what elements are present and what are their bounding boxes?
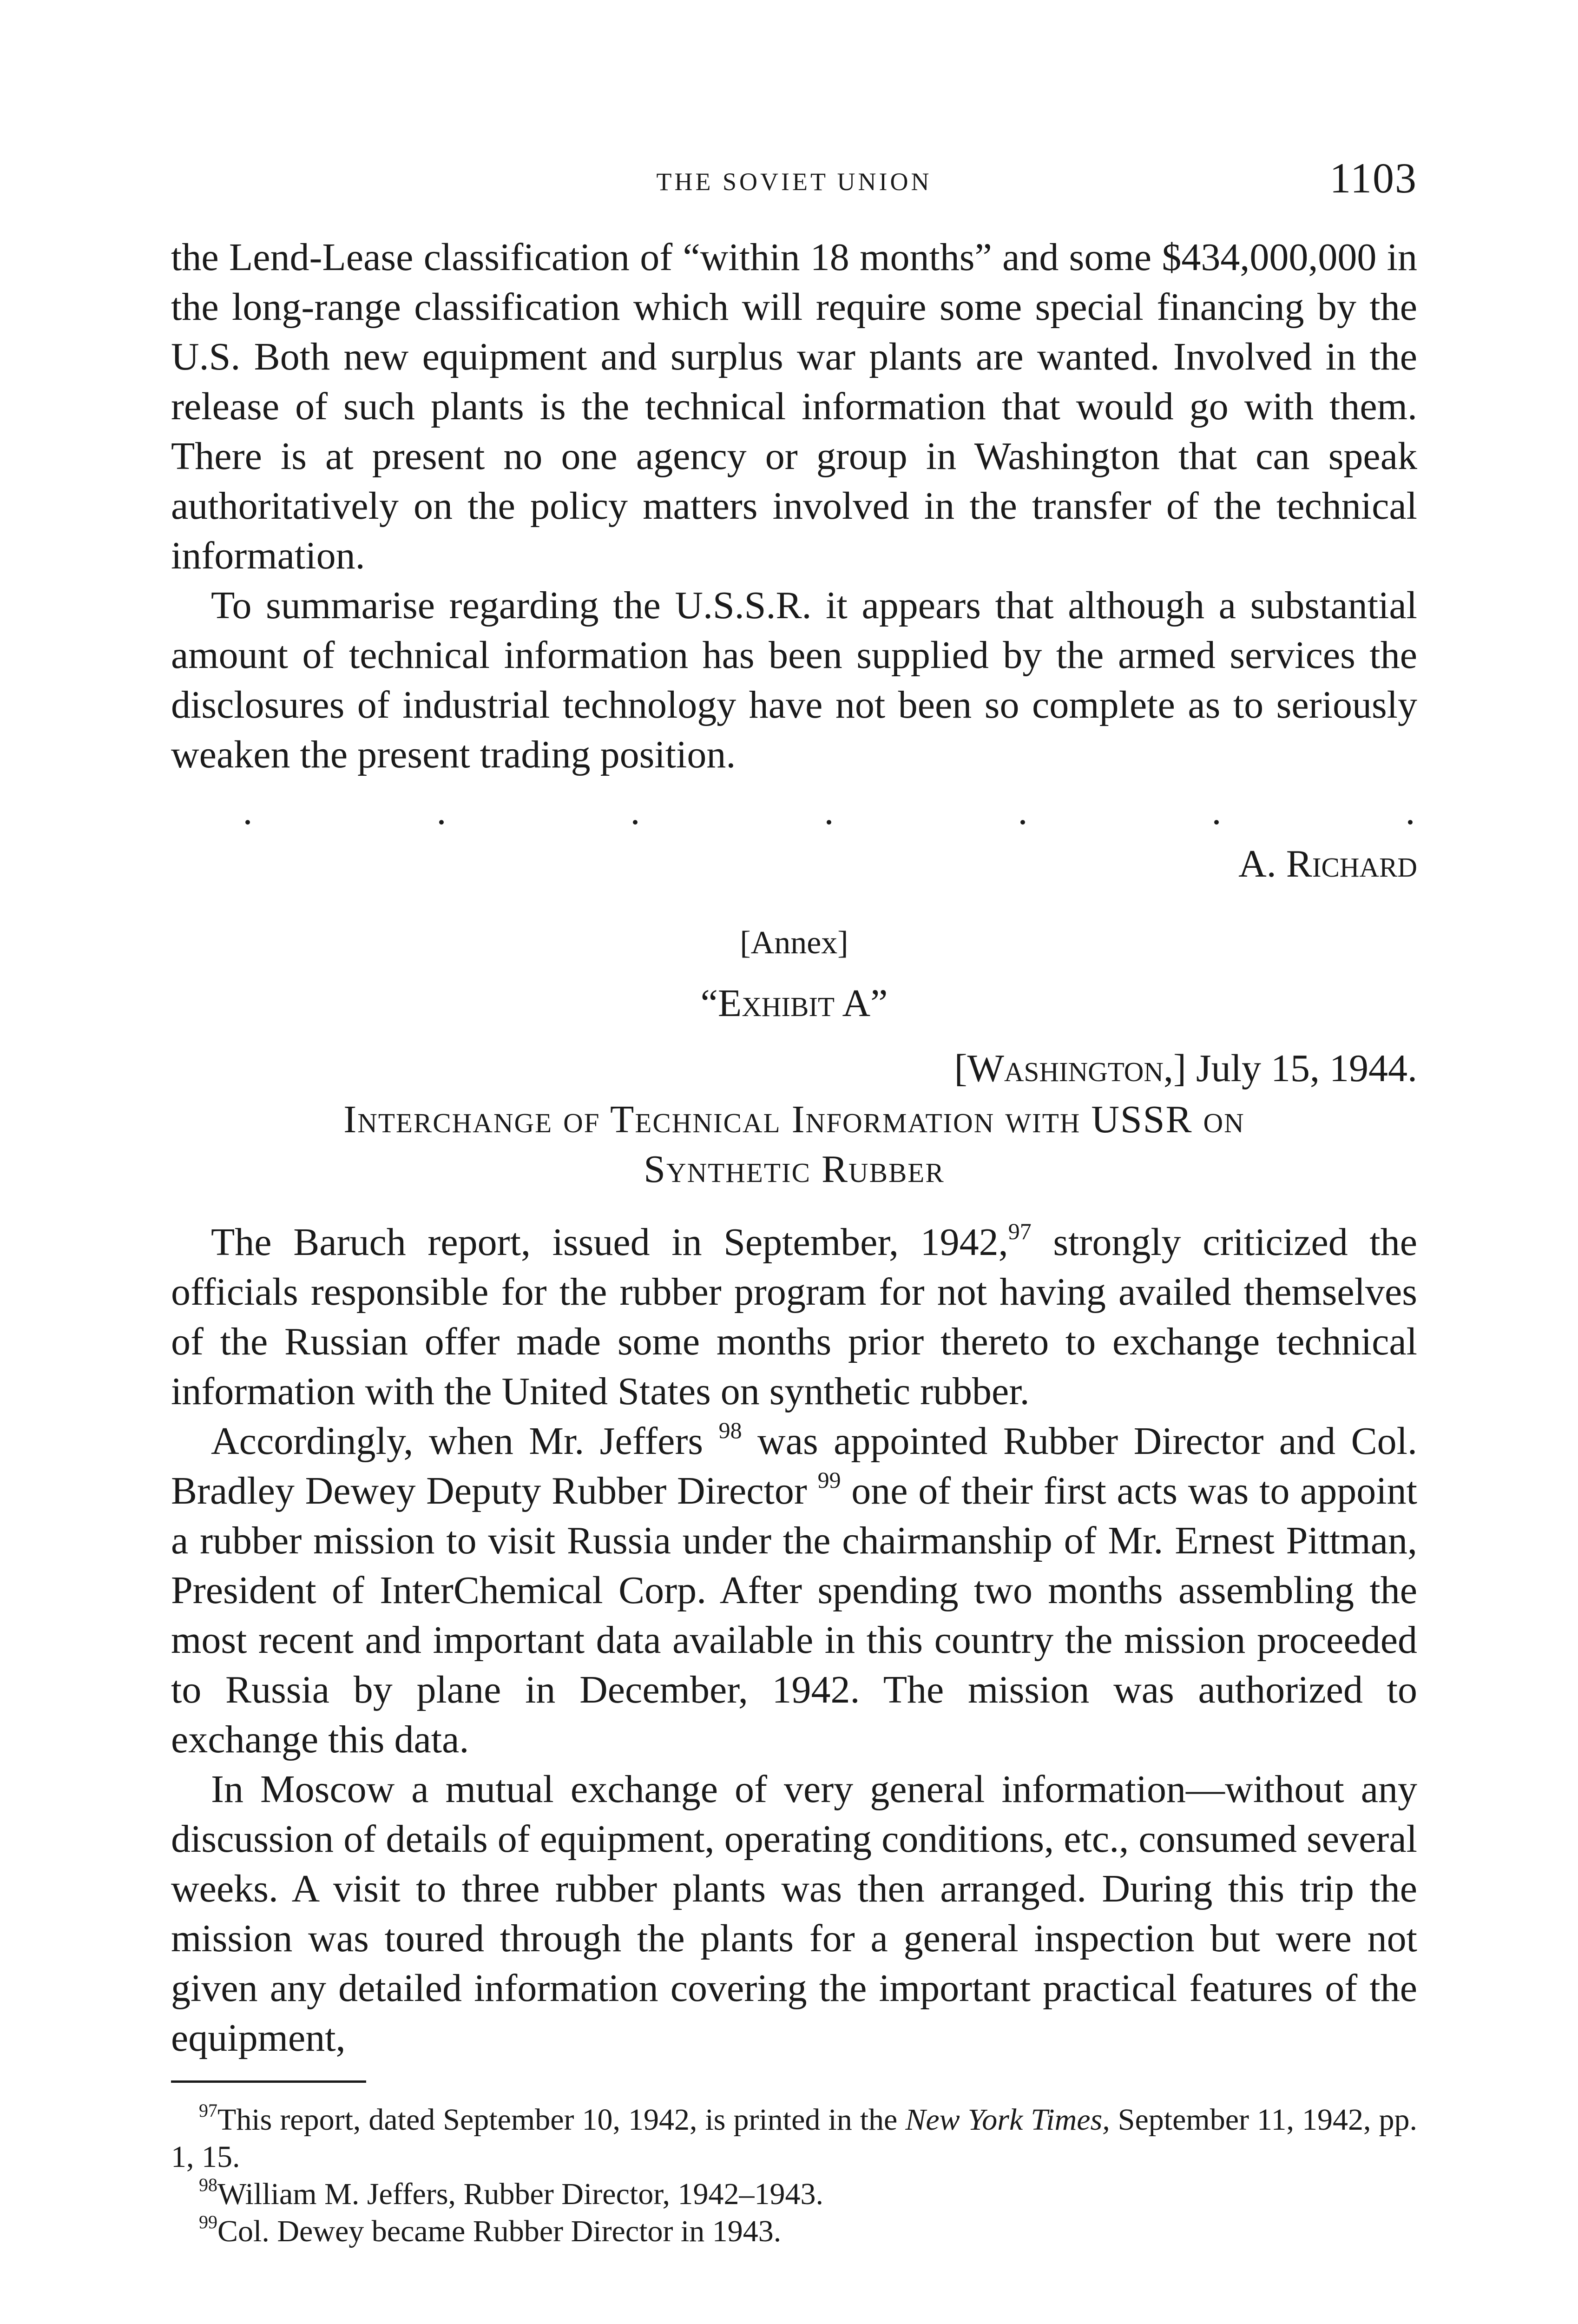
- dot: .: [1018, 789, 1028, 833]
- dot: .: [1405, 789, 1415, 833]
- paragraph-baruch-report: [171, 1217, 1417, 1416]
- text-run: William M. Jeffers, Rubber Director, 1942–1943.: [217, 2177, 824, 2211]
- footnote-98: [171, 2176, 1417, 2213]
- text-run: strongly criticized the officials responsible for the rubber program for not having availed themselves of the Russian offer made some months prior thereto to exchange technical information with the United States on synthetic rubber.: [171, 1221, 1417, 1413]
- exhibit-body: [171, 1217, 1417, 2063]
- footnote-number: 97: [199, 2100, 217, 2121]
- footnote-97: [171, 2101, 1417, 2176]
- text-run: This report, dated September 10, 1942, is printed in the: [217, 2103, 906, 2137]
- footnote-99: [171, 2213, 1417, 2250]
- dateline-place: [Washington,]: [954, 1047, 1186, 1090]
- text-run: Col. Dewey became Rubber Director in 1943.: [217, 2214, 782, 2248]
- text-run: was appointed Rubber Director and Col. Bradley Dewey Deputy Rubber Director: [171, 1419, 1417, 1512]
- running-head: THE SOVIET UNION: [656, 168, 932, 196]
- page-header: [171, 153, 1417, 205]
- dateline: [171, 1043, 1417, 1095]
- page-number: 1103: [1329, 154, 1417, 202]
- text-run: The Baruch report, issued in September, 1942,: [211, 1221, 1008, 1264]
- dot: .: [824, 789, 834, 833]
- footnote-number: 98: [199, 2174, 217, 2195]
- annex-label: [Annex]: [740, 925, 848, 961]
- exhibit-label: “Exhibit A”: [700, 982, 888, 1025]
- paragraph-continuation: the Lend-Lease classification of “within 18 months” and some $434,000,000 in the long-range classification which will require some special financing by the U.S. Both new equipment and surplus war plants are wanted. Involved in the release of such plants is the technical information that would go with them. There is at present no one agency or group in Washington that can speak authoritatively on the policy matters involved in the transfer of the technical information.: [171, 236, 1417, 577]
- section-title: [171, 1095, 1417, 1194]
- paragraph-summary: To summarise regarding the U.S.S.R. it appears that although a substantial amount of technical information has been supplied by the armed services the disclosures of industrial technology have not been so complete as to seriously weaken the present trading position.: [171, 584, 1417, 776]
- footnote-ref-97: 97: [1008, 1218, 1032, 1244]
- newspaper-title: New York Times,: [905, 2103, 1110, 2137]
- footnote-ref-99: 99: [817, 1467, 841, 1493]
- body-text: [171, 232, 1417, 2250]
- dot: .: [243, 789, 253, 833]
- footnote-number: 99: [199, 2212, 217, 2232]
- text-run: one of their first acts was to appoint a rubber mission to visit Russia under the chairmanship of Mr. Ernest Pittman, President of InterChemical Corp. After spending two months assembling the most recent and important data available in this country the mission proceeded to Russia by plane in December, 1942. The mission was authorized to exchange this data.: [171, 1469, 1417, 1761]
- dateline-date: July 15, 1944.: [1186, 1047, 1417, 1090]
- dot: .: [436, 789, 447, 833]
- section-title-line-1: Interchange of Technical Information with USSR on: [343, 1098, 1245, 1141]
- dot: .: [630, 789, 640, 833]
- footnote-ref-98: 98: [718, 1417, 742, 1443]
- text-run: September 11, 1942, pp. 1, 15.: [171, 2103, 1417, 2174]
- dot: .: [1211, 789, 1222, 833]
- signature: A. Richard: [1238, 842, 1417, 885]
- ellipsis-dots: [171, 783, 1417, 839]
- footnotes: [171, 2101, 1417, 2250]
- paragraph-mission: [171, 1416, 1417, 1764]
- paragraph-moscow: In Moscow a mutual exchange of very general information—without any discussion of details of equipment, operating conditions, etc., consumed several weeks. A visit to three rubber plants was then arranged. During this trip the mission was toured through the plants for a general inspection but were not given any detailed information covering the important practical features of the equipment,: [171, 1768, 1417, 2060]
- text-run: Accordingly, when Mr. Jeffers: [211, 1419, 719, 1463]
- section-title-line-2: Synthetic Rubber: [644, 1148, 945, 1191]
- footnote-rule: [171, 2080, 366, 2083]
